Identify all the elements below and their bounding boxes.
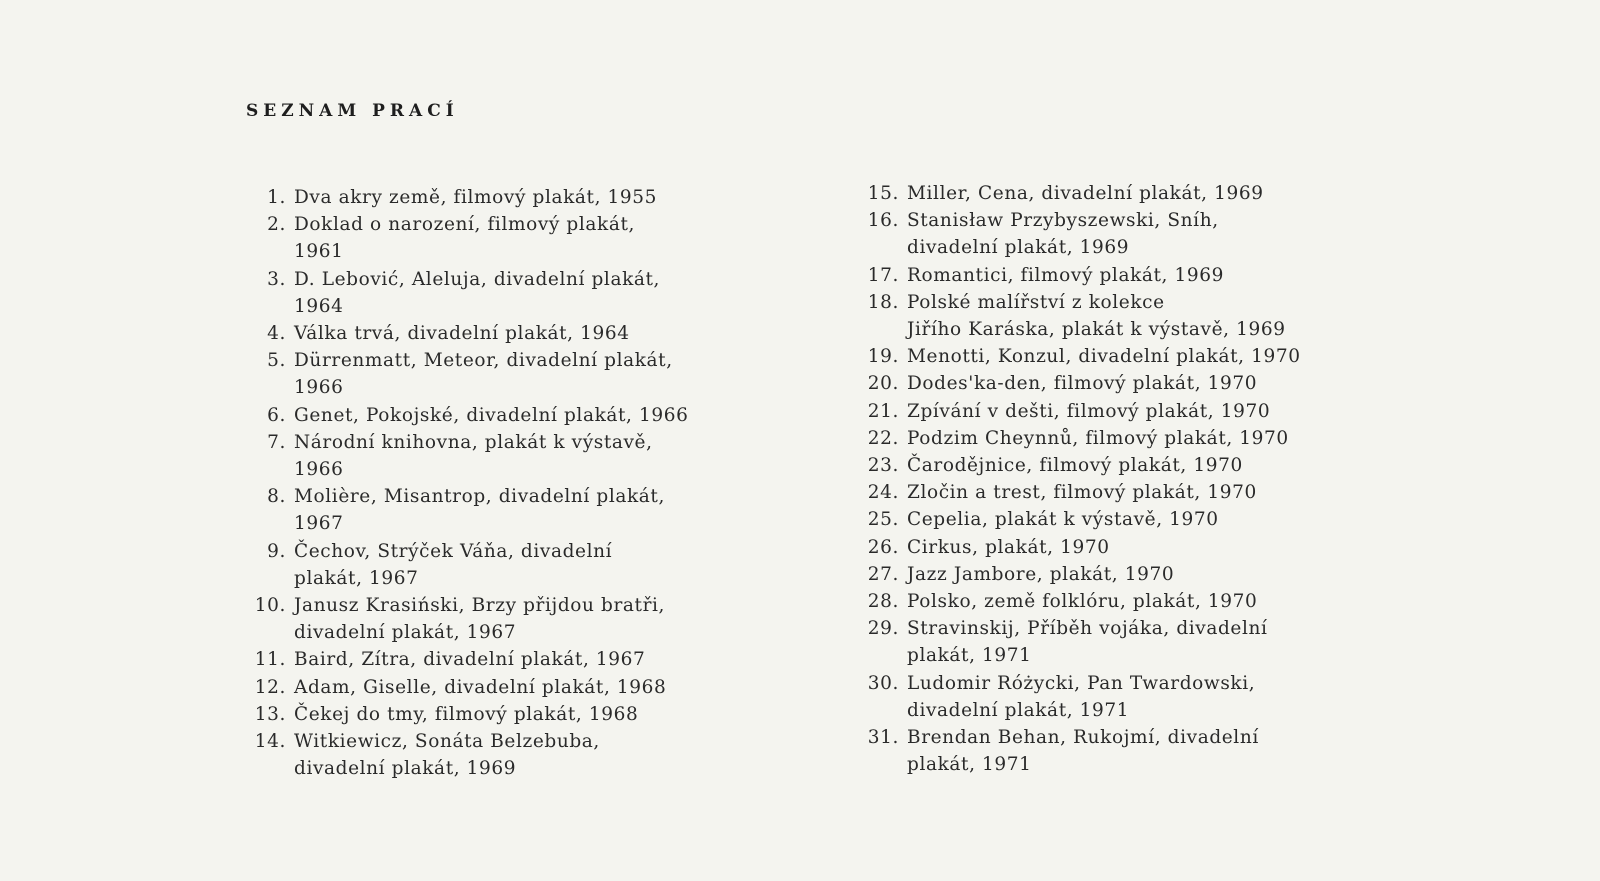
works-list-left <box>246 184 726 782</box>
item-text <box>294 592 665 646</box>
item-number: 3. <box>267 268 286 290</box>
item-number: 5. <box>267 350 286 372</box>
item-line: Miller, Cena, divadelní plakát, 1969 <box>907 183 1264 204</box>
list-item <box>855 262 1335 289</box>
item-line: 1967 <box>294 513 344 535</box>
item-text <box>294 646 645 673</box>
item-text <box>294 402 688 429</box>
item-line: Jazz Jambore, plakát, 1970 <box>907 563 1175 585</box>
item-number: 20. <box>867 373 899 395</box>
list-item <box>855 289 1335 343</box>
item-number: 18. <box>867 291 899 313</box>
list-item <box>855 588 1335 615</box>
item-number: 30. <box>867 672 899 694</box>
item-line: Romantici, filmový plakát, 1969 <box>907 264 1224 286</box>
item-text <box>294 347 673 401</box>
list-item <box>855 207 1335 261</box>
item-text <box>294 266 660 320</box>
item-line: Polsko, země folklóru, plakát, 1970 <box>907 591 1258 613</box>
item-line: Podzim Cheynnů, filmový plakát, 1970 <box>907 427 1289 449</box>
item-number: 31. <box>867 727 899 749</box>
item-number: 17. <box>867 264 899 286</box>
item-number: 13. <box>254 703 286 725</box>
item-number: 1. <box>267 187 286 208</box>
list-item <box>855 561 1335 588</box>
item-text <box>907 262 1224 289</box>
list-item <box>246 429 726 483</box>
item-line: 1961 <box>294 241 344 263</box>
item-line: D. Lebović, Aleluja, divadelní plakát, <box>294 268 661 290</box>
item-text <box>294 211 635 265</box>
item-number: 9. <box>267 540 286 562</box>
item-line: Baird, Zítra, divadelní plakát, 1967 <box>294 649 646 671</box>
list-item <box>855 343 1335 370</box>
list-item <box>855 506 1335 533</box>
item-line: Zločin a trest, filmový plakát, 1970 <box>907 482 1257 504</box>
item-text <box>294 674 666 701</box>
item-line: plakát, 1967 <box>294 567 419 589</box>
item-line: Adam, Giselle, divadelní plakát, 1968 <box>294 676 667 698</box>
item-line: Menotti, Konzul, divadelní plakát, 1970 <box>907 346 1301 368</box>
item-line: Válka trvá, divadelní plakát, 1964 <box>294 323 630 345</box>
list-item <box>855 724 1335 778</box>
list-item <box>246 592 726 646</box>
item-line: divadelní plakát, 1967 <box>294 622 517 644</box>
item-text <box>907 343 1301 370</box>
list-item <box>246 320 726 347</box>
item-number: 12. <box>254 676 286 698</box>
item-number: 11. <box>254 649 286 671</box>
list-item <box>855 615 1335 669</box>
list-item <box>246 184 726 211</box>
item-text <box>294 483 665 537</box>
item-text <box>907 370 1257 397</box>
item-text <box>907 479 1257 506</box>
item-line: Genet, Pokojské, divadelní plakát, 1966 <box>294 404 689 426</box>
item-text <box>907 398 1270 425</box>
item-number: 14. <box>254 731 286 753</box>
item-number: 27. <box>867 563 899 585</box>
item-line: 1966 <box>294 377 344 399</box>
list-item <box>855 370 1335 397</box>
item-number: 24. <box>867 482 899 504</box>
list-item <box>855 398 1335 425</box>
item-text <box>907 534 1110 561</box>
list-item <box>855 425 1335 452</box>
item-line: Witkiewicz, Sonáta Belzebuba, <box>294 731 600 753</box>
list-item <box>855 180 1335 207</box>
item-line: Molière, Misantrop, divadelní plakát, <box>294 486 665 508</box>
item-line: Janusz Krasiński, Brzy přijdou bratři, <box>294 595 666 617</box>
list-item <box>246 674 726 701</box>
item-number: 6. <box>267 404 286 426</box>
item-text <box>294 728 600 782</box>
item-text <box>907 506 1219 533</box>
list-item <box>855 452 1335 479</box>
list-item <box>855 479 1335 506</box>
item-number: 28. <box>867 591 899 613</box>
list-item <box>246 402 726 429</box>
item-number: 22. <box>867 427 899 449</box>
item-number: 26. <box>867 536 899 558</box>
item-text <box>907 670 1255 724</box>
item-line: Stravinskij, Příběh vojáka, divadelní <box>907 618 1268 640</box>
item-text <box>907 452 1243 479</box>
item-text <box>907 588 1257 615</box>
item-text <box>294 701 638 728</box>
item-line: Stanisław Przybyszewski, Sníh, <box>907 210 1219 232</box>
item-line: Dodes'ka-den, filmový plakát, 1970 <box>907 373 1258 395</box>
item-line: Polské malířství z kolekce <box>907 291 1165 313</box>
page-title: SEZNAM PRACÍ <box>246 101 459 121</box>
item-text <box>907 207 1219 261</box>
item-line: Zpívání v dešti, filmový plakát, 1970 <box>907 400 1271 422</box>
item-text <box>907 724 1259 778</box>
item-line: plakát, 1971 <box>907 645 1032 667</box>
item-number: 7. <box>267 431 286 453</box>
item-line: divadelní plakát, 1969 <box>294 758 517 780</box>
item-number: 15. <box>867 183 899 204</box>
list-item <box>246 728 726 782</box>
item-number: 21. <box>867 400 899 422</box>
list-item <box>246 538 726 592</box>
item-text <box>907 425 1289 452</box>
item-line: Cepelia, plakát k výstavě, 1970 <box>907 509 1219 531</box>
item-text <box>294 429 653 483</box>
item-line: Čechov, Strýček Váňa, divadelní <box>294 540 613 562</box>
item-number: 8. <box>267 486 286 508</box>
list-item <box>246 347 726 401</box>
item-number: 19. <box>867 346 899 368</box>
item-number: 25. <box>867 509 899 531</box>
item-number: 4. <box>267 323 286 345</box>
list-item <box>855 534 1335 561</box>
item-text <box>907 561 1174 588</box>
item-line: Doklad o narození, filmový plakát, <box>294 214 635 236</box>
list-item <box>246 266 726 320</box>
list-item <box>246 701 726 728</box>
item-line: Národní knihovna, plakát k výstavě, <box>294 431 653 453</box>
item-line: Čarodějnice, filmový plakát, 1970 <box>907 455 1243 477</box>
list-item <box>246 646 726 673</box>
item-line: Dva akry země, filmový plakát, 1955 <box>294 187 658 208</box>
item-number: 2. <box>267 214 286 236</box>
item-number: 23. <box>867 455 899 477</box>
item-text <box>294 184 657 211</box>
item-line: Čekej do tmy, filmový plakát, 1968 <box>294 703 639 725</box>
item-line: 1966 <box>294 459 344 481</box>
item-number: 10. <box>254 595 286 617</box>
list-item <box>246 483 726 537</box>
item-line: 1964 <box>294 295 344 317</box>
item-line: divadelní plakát, 1971 <box>907 699 1130 721</box>
list-item <box>246 211 726 265</box>
item-text <box>294 538 612 592</box>
item-number: 16. <box>867 210 899 232</box>
item-line: Jiřího Karáska, plakát k výstavě, 1969 <box>907 319 1286 341</box>
list-item <box>855 670 1335 724</box>
item-line: plakát, 1971 <box>907 754 1032 776</box>
item-line: Cirkus, plakát, 1970 <box>907 536 1110 558</box>
item-line: Dürrenmatt, Meteor, divadelní plakát, <box>294 350 673 372</box>
item-text <box>294 320 630 347</box>
item-text <box>907 615 1268 669</box>
item-text <box>907 180 1264 207</box>
item-text <box>907 289 1286 343</box>
item-line: Brendan Behan, Rukojmí, divadelní <box>907 727 1259 749</box>
item-number: 29. <box>867 618 899 640</box>
works-list-right <box>855 180 1335 778</box>
item-line: divadelní plakát, 1969 <box>907 237 1130 259</box>
item-line: Ludomir Różycki, Pan Twardowski, <box>907 672 1256 694</box>
